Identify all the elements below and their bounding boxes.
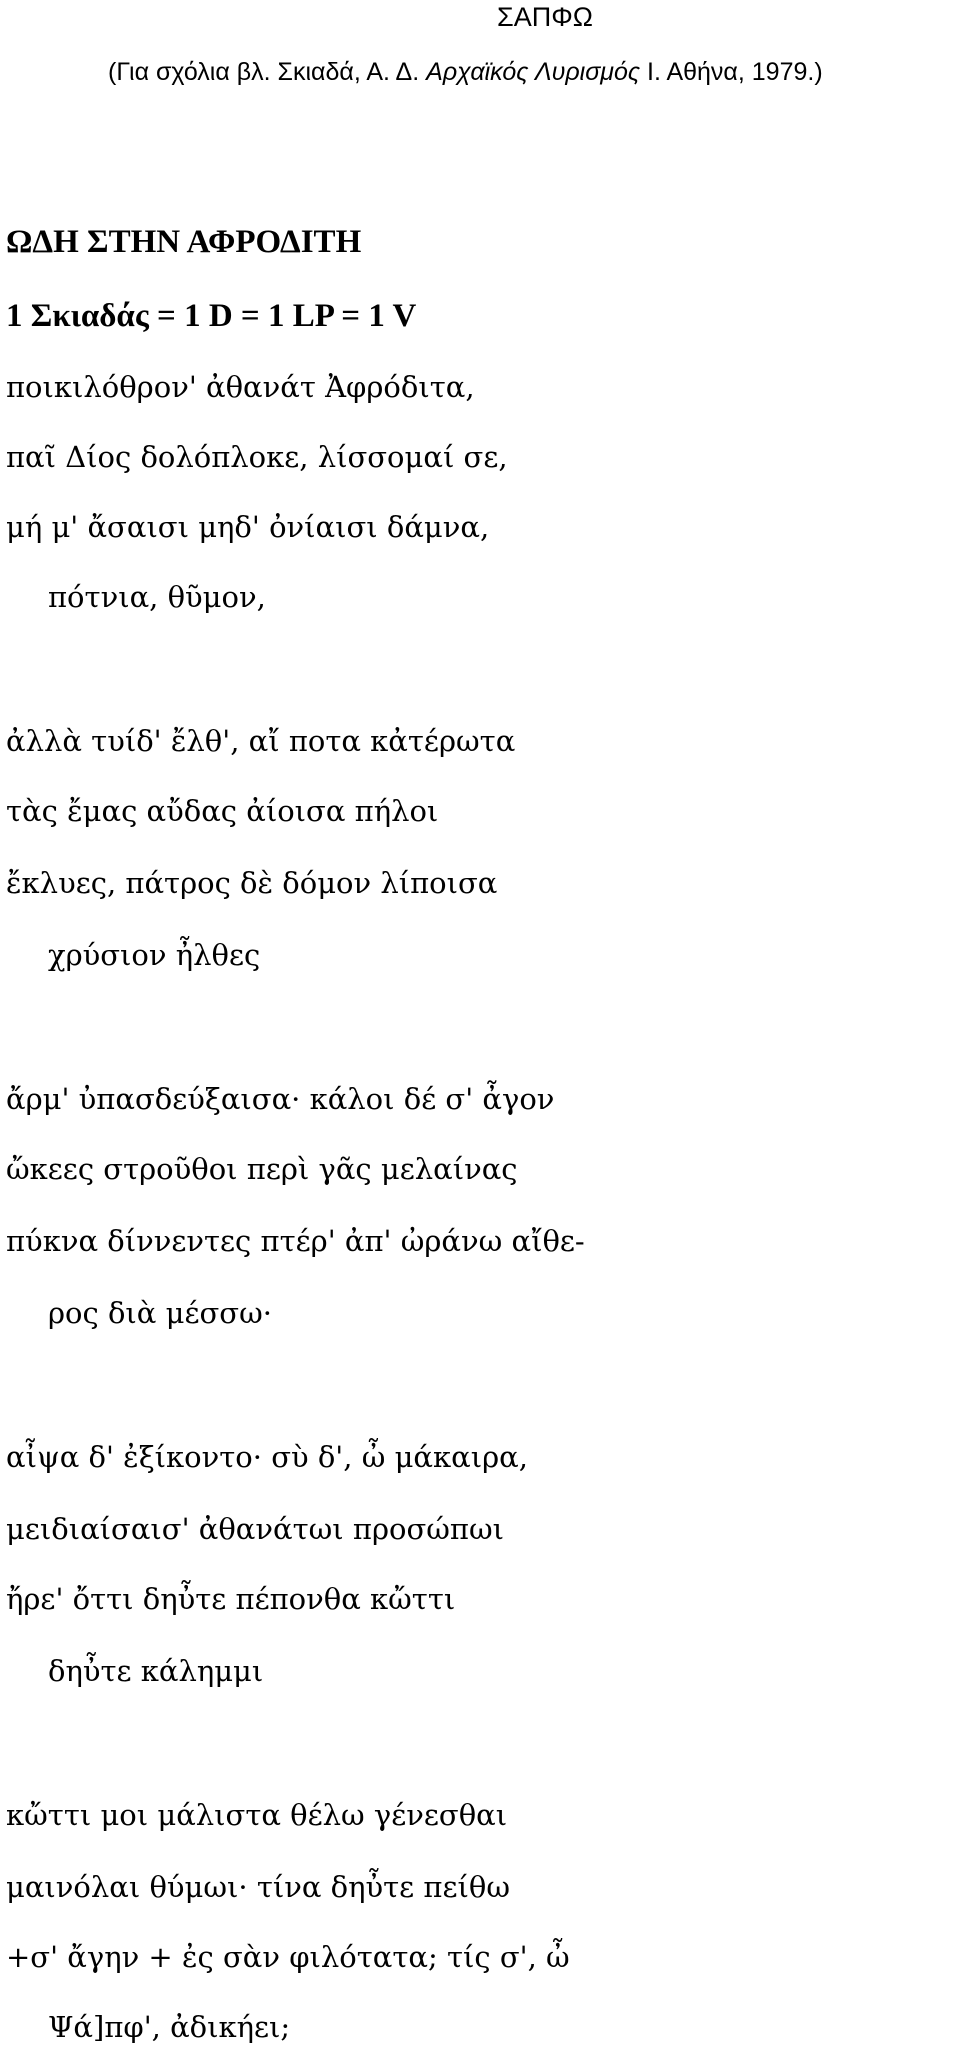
verse-line: τὰς ἔμας αὔδας ἀίοισα πήλοι: [6, 794, 439, 828]
verse-line: ἔκλυες, πάτρος δὲ δόμον λίποισα: [6, 866, 498, 900]
verse-line-indented: δηὖτε κάλημμι: [48, 1654, 264, 1688]
verse-line: κὤττι μοι μάλιστα θέλω γένεσθαι: [6, 1798, 508, 1832]
verse-line-indented: χρύσιον ἦλθες: [48, 938, 261, 972]
citation-book-title: Αρχαϊκός Λυρισμός: [426, 58, 641, 86]
verse-line: παῖ Δίος δολόπλοκε, λίσσομαί σε,: [6, 440, 508, 474]
verse-line: ὤκεες στροῦθοι περὶ γᾶς μελαίνας: [6, 1152, 518, 1186]
edition-references: 1 Σκιαδάς = 1 D = 1 LP = 1 V: [6, 298, 417, 334]
verse-line: ποικιλόθρον' ἀθανάτ Ἀφρόδιτα,: [6, 370, 475, 404]
verse-line: ἄρμ' ὐπασδεύξαισα· κάλοι δέ σ' ἆγον: [6, 1082, 555, 1116]
verse-line: +σ' ἄγην + ἐς σὰν φιλότατα; τίς σ', ὦ: [6, 1940, 570, 1974]
verse-line: ἀλλὰ τυίδ' ἔλθ', αἴ ποτα κἀτέρωτα: [6, 724, 516, 758]
citation-note-prefix: (Για σχόλια βλ. Σκιαδά, Α. Δ.: [108, 58, 427, 86]
verse-line: μή μ' ἄσαισι μηδ' ὀνίαισι δάμνα,: [6, 510, 490, 544]
verse-line: αἶψα δ' ἐξίκοντο· σὺ δ', ὦ μάκαιρα,: [6, 1440, 528, 1474]
ode-title: ΩΔΗ ΣΤΗΝ ΑΦΡΟΔΙΤΗ: [6, 224, 362, 260]
verse-line-indented: Ψά]πφ', ἀδικήει;: [48, 2010, 291, 2044]
verse-line: πύκνα δίννεντες πτέρ' ἀπ' ὠράνω αἴθε-: [6, 1224, 585, 1258]
verse-line: μειδιαίσαισ' ἀθανάτωι προσώπωι: [6, 1512, 504, 1546]
author-title: ΣΑΠΦΩ: [497, 2, 593, 32]
citation-note: [108, 56, 823, 88]
verse-line-indented: πότνια, θῦμον,: [48, 580, 266, 614]
verse-line: ἤρε' ὄττι δηὖτε πέπονθα κὤττι: [6, 1582, 456, 1616]
verse-line: μαινόλαι θύμωι· τίνα δηὖτε πείθω: [6, 1870, 510, 1904]
verse-line-indented: ρος διὰ μέσσω·: [48, 1296, 272, 1330]
citation-note-suffix: Ι. Αθήνα, 1979.): [640, 58, 823, 86]
